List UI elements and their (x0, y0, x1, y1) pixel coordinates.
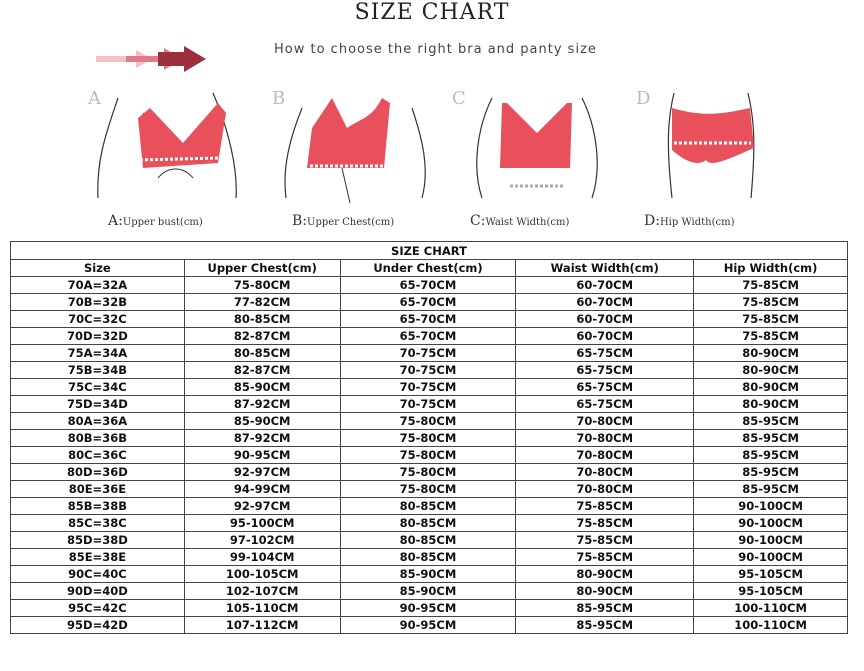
cell-waist-width: 75-85CM (516, 498, 694, 515)
cell-under-chest: 80-85CM (340, 515, 516, 532)
cell-upper-chest: 77-82CM (184, 294, 340, 311)
figure-caption: D:Hip Width(cm) (644, 213, 735, 229)
cell-under-chest: 70-75CM (340, 396, 516, 413)
figure-upper-bust (88, 88, 268, 233)
cell-size: 85B=38B (11, 498, 185, 515)
figure-letter: C (452, 88, 466, 109)
cell-under-chest: 80-85CM (340, 549, 516, 566)
cell-waist-width: 75-85CM (516, 549, 694, 566)
cell-waist-width: 70-80CM (516, 464, 694, 481)
cell-waist-width: 80-90CM (516, 583, 694, 600)
cell-hip-width: 95-105CM (694, 566, 848, 583)
cell-waist-width: 75-85CM (516, 515, 694, 532)
cell-hip-width: 90-100CM (694, 532, 848, 549)
figure-upper-chest (272, 88, 452, 233)
figure-caption: C:Waist Width(cm) (470, 213, 570, 229)
cell-waist-width: 70-80CM (516, 447, 694, 464)
table-row (11, 515, 848, 532)
cell-waist-width: 60-70CM (516, 311, 694, 328)
cell-hip-width: 90-100CM (694, 515, 848, 532)
cell-waist-width: 85-95CM (516, 600, 694, 617)
table-row (11, 617, 848, 634)
cell-upper-chest: 94-99CM (184, 481, 340, 498)
cell-under-chest: 70-75CM (340, 362, 516, 379)
size-chart-table (10, 241, 848, 634)
table-row (11, 430, 848, 447)
table-row (11, 413, 848, 430)
cell-waist-width: 70-80CM (516, 481, 694, 498)
figure-waist-width (452, 88, 632, 233)
cell-under-chest: 90-95CM (340, 617, 516, 634)
table-row (11, 498, 848, 515)
cell-size: 85D=38D (11, 532, 185, 549)
cell-upper-chest: 99-104CM (184, 549, 340, 566)
cell-waist-width: 60-70CM (516, 328, 694, 345)
cell-size: 80C=36C (11, 447, 185, 464)
cell-upper-chest: 80-85CM (184, 345, 340, 362)
cell-under-chest: 70-75CM (340, 379, 516, 396)
table-row (11, 345, 848, 362)
cell-size: 75B=34B (11, 362, 185, 379)
subtitle: How to choose the right bra and panty size (274, 42, 597, 57)
cell-upper-chest: 87-92CM (184, 396, 340, 413)
cell-waist-width: 80-90CM (516, 566, 694, 583)
cell-under-chest: 65-70CM (340, 311, 516, 328)
cell-hip-width: 80-90CM (694, 345, 848, 362)
cell-size: 95C=42C (11, 600, 185, 617)
cell-waist-width: 60-70CM (516, 294, 694, 311)
cell-size: 90D=40D (11, 583, 185, 600)
figure-hip-width (636, 88, 816, 233)
cell-waist-width: 65-75CM (516, 396, 694, 413)
cell-upper-chest: 80-85CM (184, 311, 340, 328)
cell-size: 85E=38E (11, 549, 185, 566)
cell-under-chest: 75-80CM (340, 447, 516, 464)
figure-letter: A (88, 88, 101, 109)
table-header-row (11, 260, 848, 277)
cell-under-chest: 85-90CM (340, 566, 516, 583)
cell-size: 80B=36B (11, 430, 185, 447)
cell-hip-width: 85-95CM (694, 413, 848, 430)
cell-under-chest: 75-80CM (340, 481, 516, 498)
cell-waist-width: 65-75CM (516, 362, 694, 379)
cell-under-chest: 65-70CM (340, 277, 516, 294)
figure-caption: A:Upper bust(cm) (108, 213, 203, 229)
figure-letter: B (272, 88, 286, 109)
cell-hip-width: 85-95CM (694, 430, 848, 447)
table-row (11, 311, 848, 328)
cell-size: 95D=42D (11, 617, 185, 634)
cell-size: 70A=32A (11, 277, 185, 294)
header-size: Size (11, 260, 185, 277)
cell-under-chest: 80-85CM (340, 498, 516, 515)
table-caption: SIZE CHART (11, 242, 848, 260)
cell-under-chest: 85-90CM (340, 583, 516, 600)
table-row (11, 447, 848, 464)
cell-waist-width: 60-70CM (516, 277, 694, 294)
cell-size: 75C=34C (11, 379, 185, 396)
cell-under-chest: 80-85CM (340, 532, 516, 549)
cell-size: 70C=32C (11, 311, 185, 328)
header-hip-width: Hip Width(cm) (694, 260, 848, 277)
cell-hip-width: 100-110CM (694, 617, 848, 634)
cell-under-chest: 75-80CM (340, 413, 516, 430)
cell-size: 90C=40C (11, 566, 185, 583)
header-upper-chest: Upper Chest(cm) (184, 260, 340, 277)
cell-upper-chest: 87-92CM (184, 430, 340, 447)
cell-size: 70D=32D (11, 328, 185, 345)
cell-upper-chest: 90-95CM (184, 447, 340, 464)
cell-hip-width: 90-100CM (694, 498, 848, 515)
cell-hip-width: 75-85CM (694, 311, 848, 328)
hip-width-illustration (636, 88, 766, 208)
cell-upper-chest: 92-97CM (184, 498, 340, 515)
cell-size: 75A=34A (11, 345, 185, 362)
cell-upper-chest: 82-87CM (184, 328, 340, 345)
cell-hip-width: 80-90CM (694, 362, 848, 379)
upper-chest-illustration (272, 88, 442, 208)
cell-waist-width: 75-85CM (516, 532, 694, 549)
table-row (11, 481, 848, 498)
arrows-icon (96, 42, 208, 78)
cell-under-chest: 65-70CM (340, 328, 516, 345)
cell-upper-chest: 105-110CM (184, 600, 340, 617)
table-row (11, 396, 848, 413)
cell-waist-width: 70-80CM (516, 413, 694, 430)
header-waist-width: Waist Width(cm) (516, 260, 694, 277)
figure-caption: B:Upper Chest(cm) (292, 213, 395, 229)
table-row (11, 294, 848, 311)
table-row (11, 379, 848, 396)
table-row (11, 566, 848, 583)
table-row (11, 532, 848, 549)
header-under-chest: Under Chest(cm) (340, 260, 516, 277)
cell-upper-chest: 82-87CM (184, 362, 340, 379)
cell-size: 85C=38C (11, 515, 185, 532)
table-row (11, 328, 848, 345)
cell-upper-chest: 75-80CM (184, 277, 340, 294)
cell-upper-chest: 85-90CM (184, 413, 340, 430)
cell-hip-width: 80-90CM (694, 379, 848, 396)
cell-upper-chest: 107-112CM (184, 617, 340, 634)
cell-hip-width: 85-95CM (694, 481, 848, 498)
cell-waist-width: 65-75CM (516, 345, 694, 362)
cell-upper-chest: 102-107CM (184, 583, 340, 600)
cell-hip-width: 85-95CM (694, 464, 848, 481)
cell-under-chest: 75-80CM (340, 430, 516, 447)
table-row (11, 362, 848, 379)
cell-hip-width: 75-85CM (694, 294, 848, 311)
cell-hip-width: 95-105CM (694, 583, 848, 600)
waist-width-illustration (452, 88, 622, 208)
figure-letter: D (636, 88, 651, 109)
upper-bust-illustration (88, 88, 248, 208)
table-row (11, 464, 848, 481)
cell-hip-width: 75-85CM (694, 277, 848, 294)
cell-upper-chest: 100-105CM (184, 566, 340, 583)
cell-waist-width: 85-95CM (516, 617, 694, 634)
cell-waist-width: 70-80CM (516, 430, 694, 447)
cell-upper-chest: 97-102CM (184, 532, 340, 549)
page-title: SIZE CHART (354, 0, 510, 25)
table-row (11, 549, 848, 566)
cell-size: 80D=36D (11, 464, 185, 481)
table-row (11, 277, 848, 294)
cell-under-chest: 70-75CM (340, 345, 516, 362)
cell-under-chest: 75-80CM (340, 464, 516, 481)
table-row (11, 600, 848, 617)
cell-hip-width: 80-90CM (694, 396, 848, 413)
cell-under-chest: 90-95CM (340, 600, 516, 617)
cell-hip-width: 90-100CM (694, 549, 848, 566)
cell-hip-width: 100-110CM (694, 600, 848, 617)
cell-upper-chest: 95-100CM (184, 515, 340, 532)
cell-upper-chest: 92-97CM (184, 464, 340, 481)
cell-size: 80E=36E (11, 481, 185, 498)
cell-size: 80A=36A (11, 413, 185, 430)
cell-waist-width: 65-75CM (516, 379, 694, 396)
cell-hip-width: 75-85CM (694, 328, 848, 345)
cell-upper-chest: 85-90CM (184, 379, 340, 396)
cell-size: 75D=34D (11, 396, 185, 413)
cell-size: 70B=32B (11, 294, 185, 311)
cell-under-chest: 65-70CM (340, 294, 516, 311)
cell-hip-width: 85-95CM (694, 447, 848, 464)
table-row (11, 583, 848, 600)
